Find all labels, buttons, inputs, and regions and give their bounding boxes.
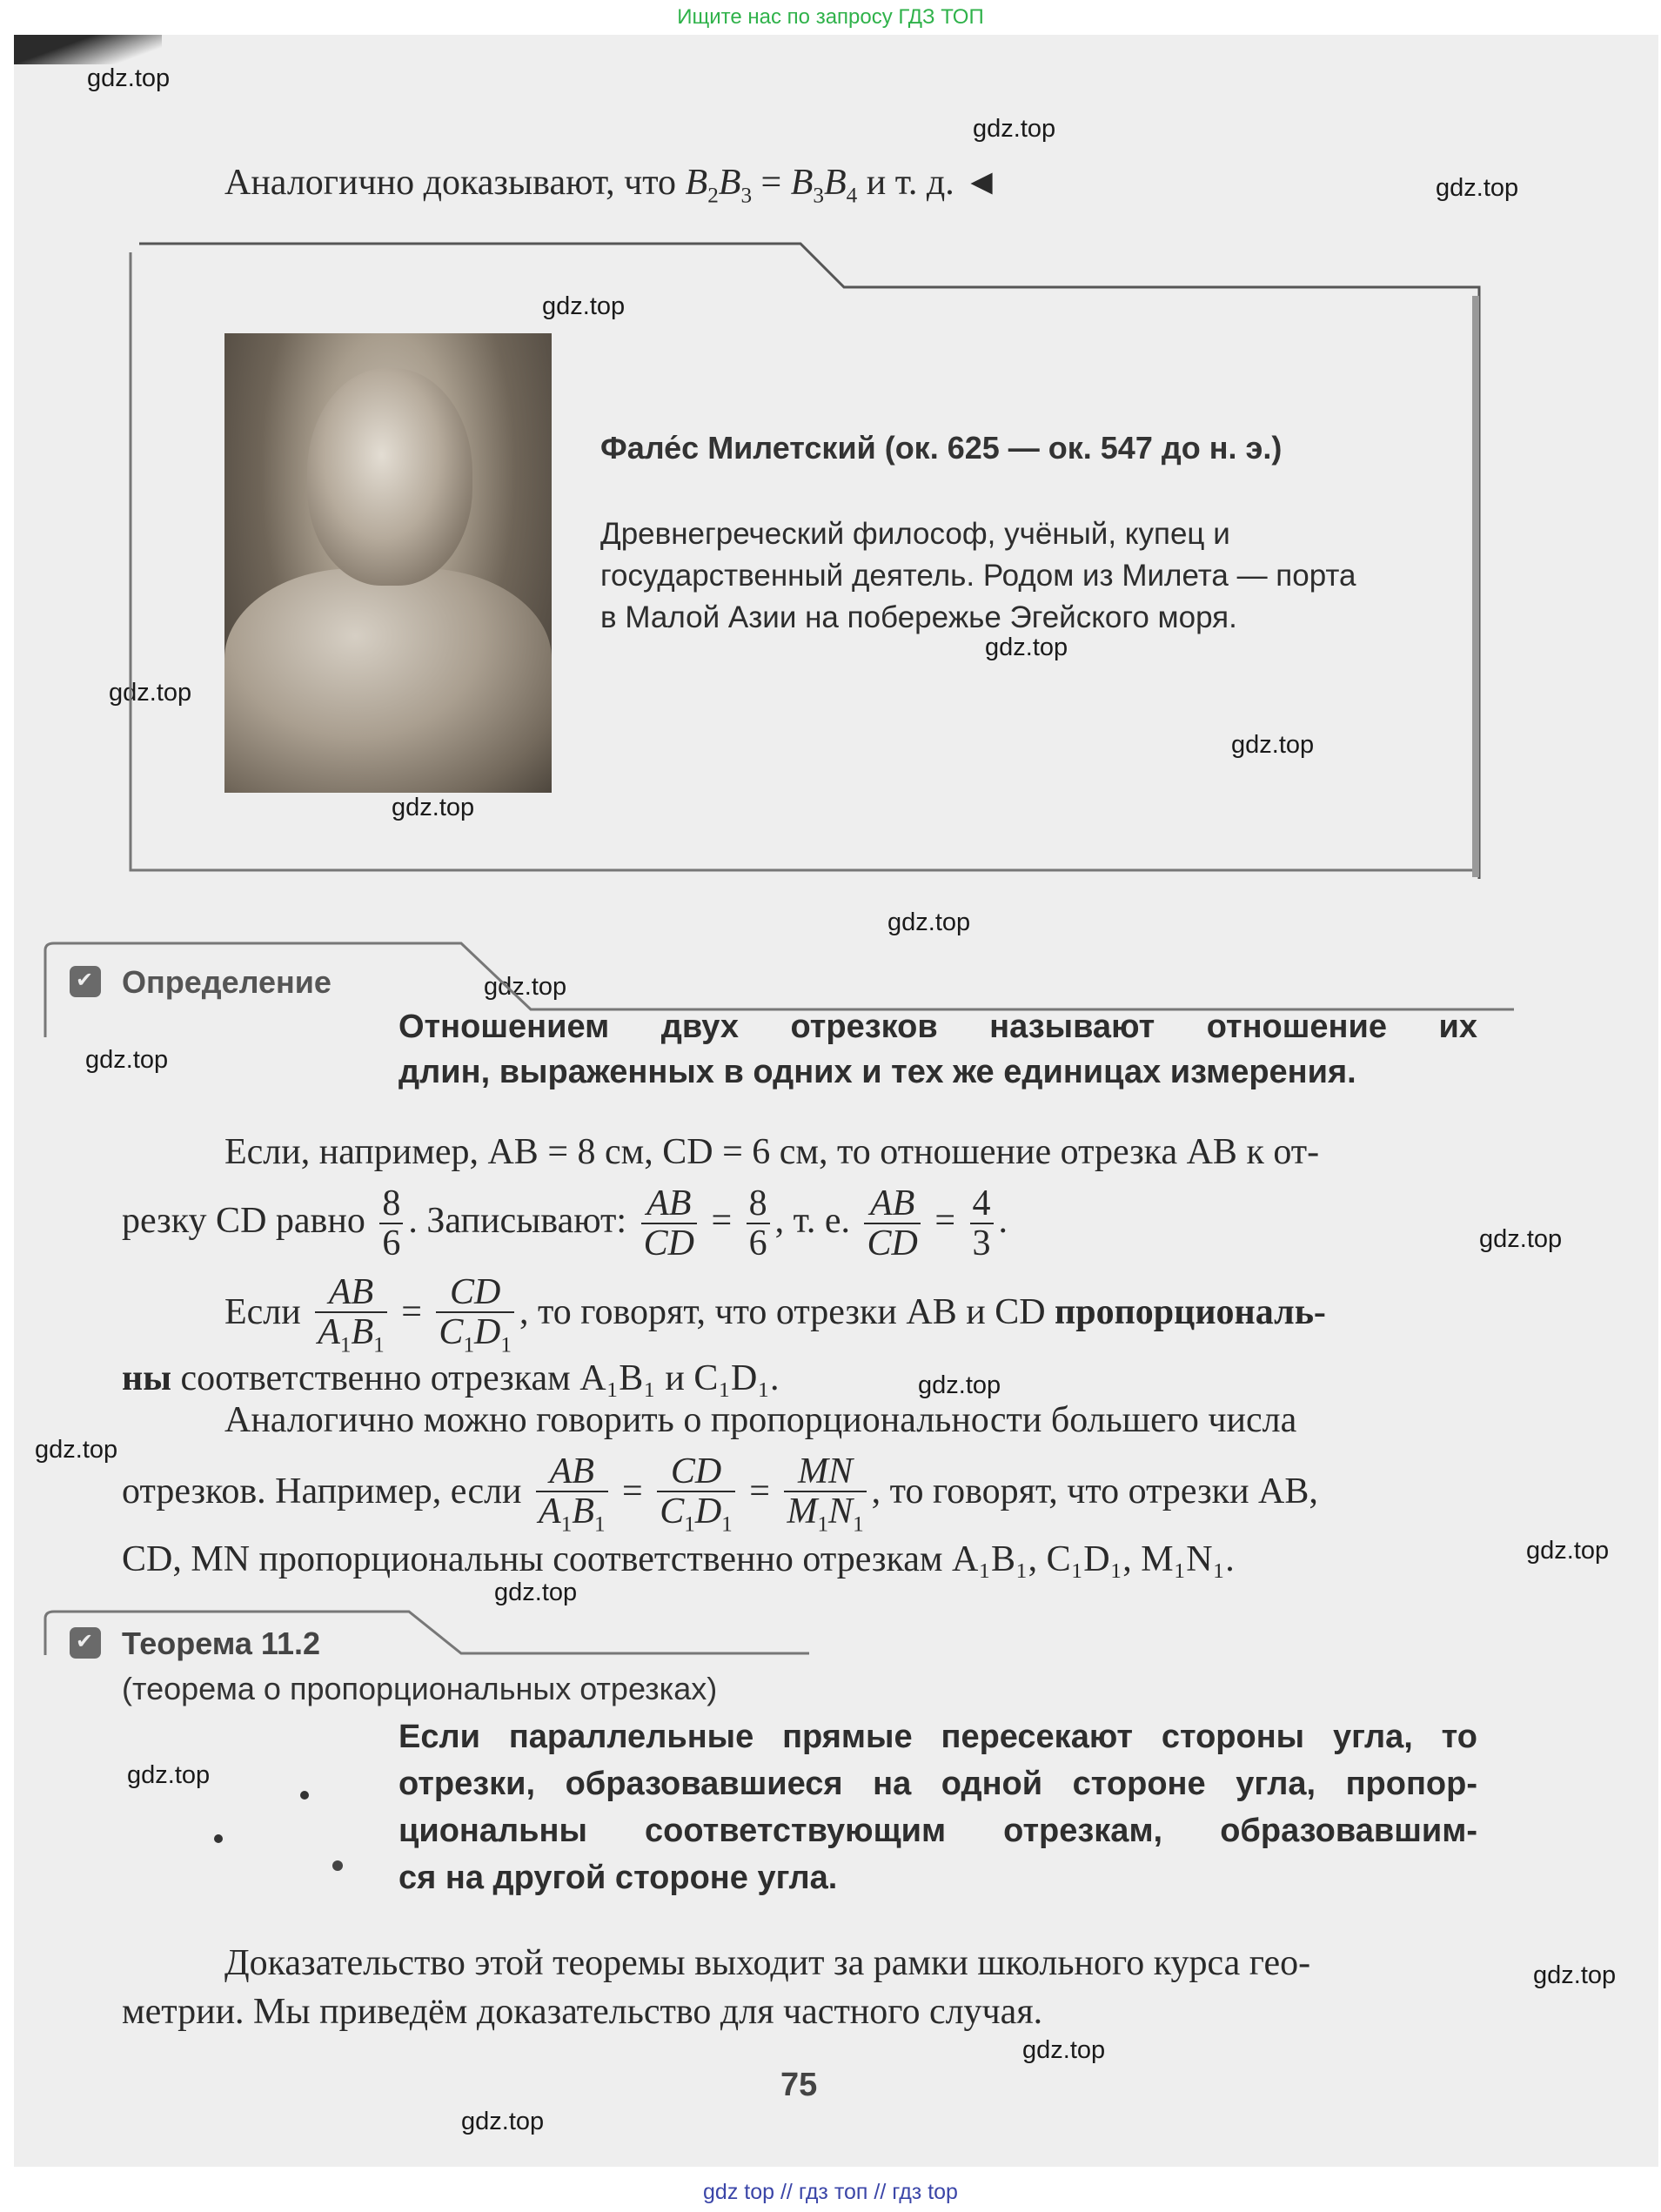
fraction-ab-cd: $\frac{AB}{CD}$: [641, 1184, 697, 1263]
check-icon: [70, 966, 101, 997]
watermark: gdz.top: [973, 115, 1056, 143]
fraction-cd-c1d1: $\frac{CD}{C_1D_1}$: [436, 1273, 514, 1357]
thales-description: Древнегреческий философ, учёный, купец и государственный деятель. Родом из Милета — порта в Малой Азии на побережье Эгейского моря.: [600, 517, 1356, 634]
theorem-subheading: (теорема о пропорциональных отрезках): [122, 1671, 718, 1706]
fraction-ab-a1b1-b: $\frac{AB}{A_1B_1}$: [536, 1452, 608, 1537]
fraction-cd-c1d1-b: $\frac{CD}{C_1D_1}$: [657, 1452, 735, 1537]
fraction-mn-m1n1: $\frac{MN}{M_1N_1}$: [784, 1452, 866, 1537]
definition-line-2: длин, выраженных в одних и тех же единицах измерения.: [399, 1054, 1356, 1090]
thales-portrait-image: [224, 333, 552, 793]
watermark: gdz.top: [127, 1761, 211, 1789]
watermark: gdz.top: [918, 1371, 1001, 1399]
intro-prefix: Аналогично доказывают, что: [224, 163, 686, 203]
watermark: gdz.top: [494, 1579, 578, 1606]
portrait-torso: [224, 568, 552, 793]
more-text-b: , то говорят, что отрезки AB,: [871, 1471, 1318, 1512]
example-text-b: . Записывают:: [408, 1201, 627, 1241]
portrait-head: [307, 368, 472, 586]
fraction-4-3: $\frac{4}{3}$: [970, 1184, 994, 1263]
fraction-ab-a1b1: $\frac{AB}{A_1B_1}$: [315, 1273, 387, 1357]
more-line-2: отрезков. Например, если $\frac{AB}{A_1B_1}$ = $\frac{CD}{C_1D_1}$ = $\frac{MN}{M_1N_1}$ , то говорят, что отрезки AB,: [122, 1451, 1318, 1537]
thales-title: Фале́с Милетский (ок. 625 — ок. 547 до н. э.): [600, 430, 1283, 466]
watermark: gdz.top: [1436, 174, 1519, 202]
check-icon: [70, 1627, 101, 1659]
watermark: gdz.top: [35, 1436, 118, 1464]
more-line-3: CD, MN пропорциональны соответственно отрезкам A₁B₁, C₁D₁, M₁N₁.: [122, 1539, 1235, 1579]
example-text-a: резку CD равно: [122, 1201, 365, 1241]
example-line-2: резку CD равно $\frac{8}{6}$ . Записывают: $\frac{AB}{CD}$ = $\frac{8}{6}$ , т. е. $\frac{AB}{CD}$ = $\frac{4}{3}$ .: [122, 1183, 1008, 1264]
watermark: gdz.top: [985, 633, 1068, 661]
example-line-1: Если, например, AB = 8 см, CD = 6 см, то отношение отрезка AB к от-: [224, 1132, 1320, 1172]
example-text-c: , т. е.: [774, 1201, 850, 1241]
watermark: gdz.top: [392, 794, 475, 821]
ink-speck: [332, 1860, 343, 1871]
watermark: gdz.top: [85, 1046, 169, 1074]
prop-text-a: Если: [224, 1292, 301, 1332]
theorem-line-1: Если параллельные прямые пересекают стороны угла, то: [399, 1719, 1477, 1755]
theorem-heading: Теорема 11.2: [122, 1625, 321, 1661]
more-line-1: Аналогично можно говорить о пропорциональности большего числа: [224, 1400, 1297, 1440]
fraction-8-6-b: $\frac{8}{6}$: [747, 1184, 770, 1263]
watermark: gdz.top: [1526, 1537, 1610, 1565]
watermark: gdz.top: [887, 908, 971, 936]
watermark: gdz.top: [1479, 1225, 1563, 1253]
watermark: gdz.top: [461, 2108, 545, 2135]
closing-line-1: Доказательство этой теоремы выходит за рамки школьного курса гео-: [224, 1943, 1311, 1983]
theorem-line-2: отрезки, образовавшиеся на одной стороне угла, пропор-: [399, 1766, 1477, 1802]
ink-speck: [214, 1834, 223, 1843]
fraction-8-6: $\frac{8}{6}$: [379, 1184, 403, 1263]
theorem-line-4: ся на другой стороне угла.: [399, 1860, 838, 1896]
more-text-a: отрезков. Например, если: [122, 1471, 522, 1512]
watermark: gdz.top: [1231, 731, 1315, 759]
prop-text-b: , то говорят, что отрезки AB и CD: [519, 1292, 1046, 1332]
page-number: 75: [780, 2067, 818, 2103]
watermark: gdz.top: [1533, 1961, 1617, 1989]
theorem-line-3: циональны соответствующим отрезкам, образовавшим-: [399, 1813, 1477, 1849]
closing-line-2: метрии. Мы приведём доказательство для частного случая.: [122, 1992, 1043, 2032]
intro-line: Аналогично доказывают, что $B_2B_3 = B_3B_4$ и т. д. ◄: [224, 163, 1000, 208]
definition-line-1: Отношением двух отрезков называют отношение их: [399, 1009, 1477, 1045]
watermark: gdz.top: [542, 292, 626, 320]
page-shadow: [14, 35, 162, 64]
watermark: gdz.top: [484, 973, 567, 1001]
top-banner[interactable]: Ищите нас по запросу ГДЗ ТОП: [677, 5, 984, 29]
definition-heading: Определение: [122, 964, 332, 1000]
prop-text-c: соответственно отрезкам A₁B₁ и C₁D₁.: [180, 1358, 780, 1398]
footer-links[interactable]: gdz top // гдз топ // гдз top: [703, 2180, 958, 2204]
ink-speck: [300, 1791, 309, 1800]
fraction-ab-cd-b: $\frac{AB}{CD}$: [864, 1184, 920, 1263]
prop-bold-1: пропорциональ-: [1055, 1292, 1326, 1332]
prop-bold-2: ны: [122, 1358, 171, 1398]
intro-suffix: и т. д. ◄: [857, 163, 1000, 203]
watermark: gdz.top: [109, 679, 192, 707]
proportional-line-1: Если $\frac{AB}{A_1B_1}$ = $\frac{CD}{C_1D_1}$ , то говорят, что отрезки AB и CD пропорциональ-: [224, 1271, 1326, 1357]
watermark: gdz.top: [87, 64, 171, 92]
watermark: gdz.top: [1022, 2036, 1106, 2064]
